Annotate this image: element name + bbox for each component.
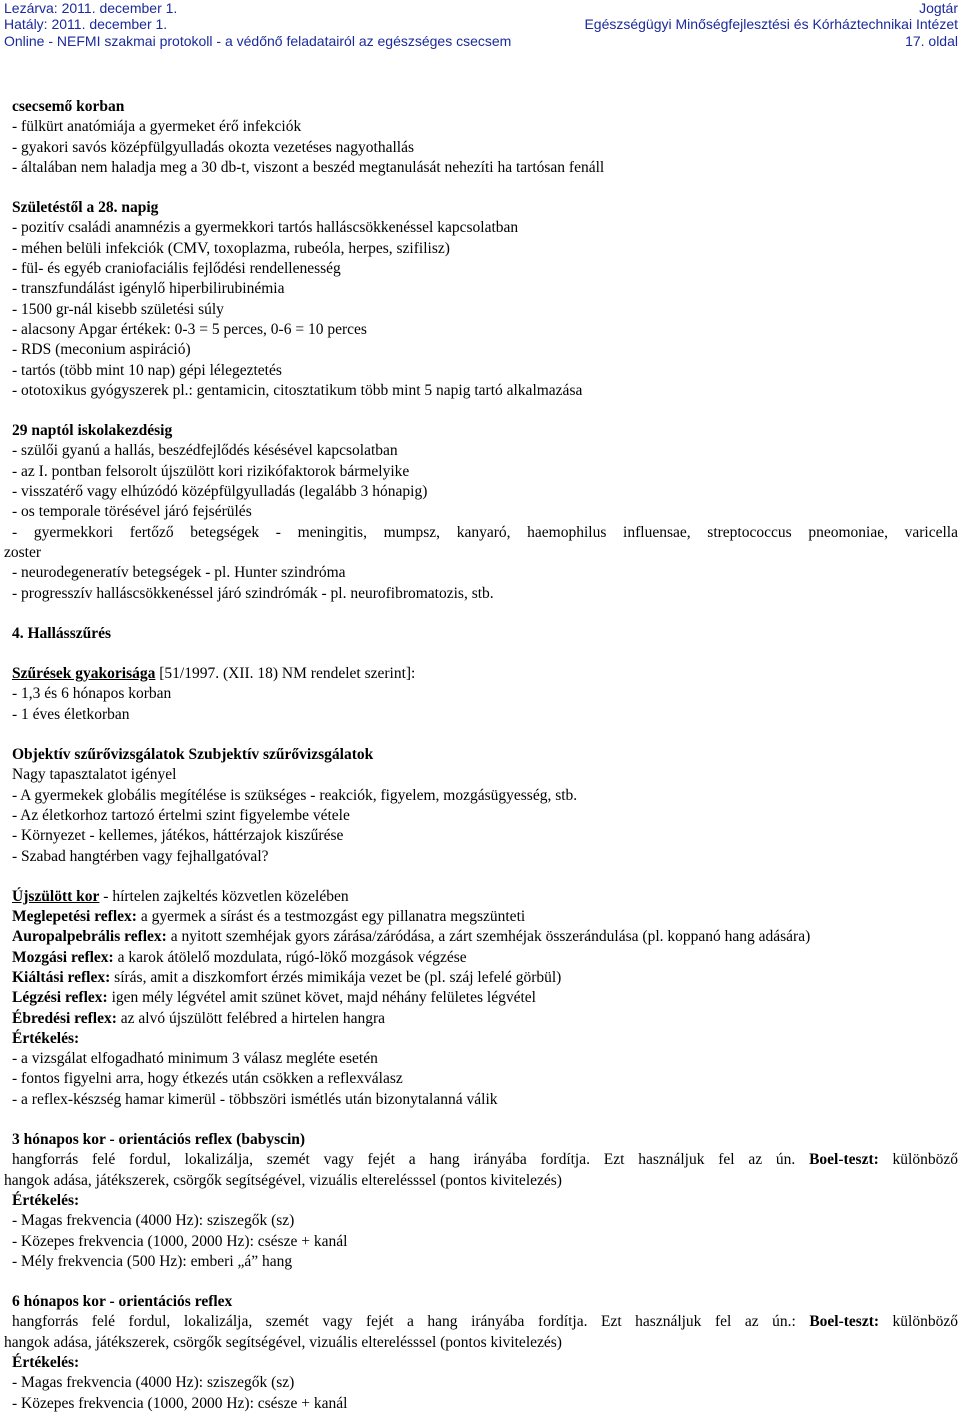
header-closed-date: Lezárva: 2011. december 1.	[4, 0, 178, 16]
evaluation-label: Értékelés:	[12, 1029, 80, 1047]
list-item: - fontos figyelni arra, hogy étkezés után csökken a reflexválasz	[12, 1070, 403, 1088]
list-item: - általában nem haladja meg a 30 db-t, viszont a beszéd megtanulását nehezíti ha tartósan fenáll	[12, 158, 605, 176]
section-heading: Születéstől a 28. napig	[12, 199, 159, 217]
list-item: - gyermekkori fertőző betegségek - meningitis, mumpsz, kanyaró, haemophilus influensae, streptococcus pneomoniae, varicella	[12, 523, 958, 541]
paragraph-text: hangforrás felé fordul, lokalizálja, szemét vagy fejét a hang irányába fordítja. Ezt használjuk fel az ún.	[12, 1151, 810, 1169]
list-item: - neurodegeneratív betegségek - pl. Hunter szindróma	[12, 564, 346, 582]
reflex-text: a nyitott szemhéjak gyors zárása/záródása, a zárt szemhéjak összerándulása (pl. koppanó hang adására)	[166, 928, 811, 946]
list-item: - szülői gyanú a hallás, beszédfejlődés késésével kapcsolatban	[12, 442, 398, 460]
list-item: - ototoxikus gyógyszerek pl.: gentamicin, citosztatikum több mint 5 napig tartó alkalmazása	[12, 381, 583, 399]
header-document-title: Online - NEFMI szakmai protokoll - a védőnő feladatairól az egészséges csecsem	[4, 33, 512, 49]
paragraph-line: hangok adása, játékszerek, csörgők segítségével, vizuális elterelésssel (pontos kivitelezés)	[4, 1333, 562, 1351]
list-item: - os temporale törésével járó fejsérülés	[12, 503, 252, 521]
screening-frequency-reference: [51/1997. (XII. 18) NM rendelet szerint]:	[155, 665, 416, 683]
screening-frequency	[12, 664, 958, 684]
section-heading: csecsemő korban	[12, 98, 125, 115]
list-item: - Környezet - kellemes, játékos, háttérzajok kiszűrése	[12, 827, 344, 845]
list-item: - a reflex-készség hamar kimerül - többszöri ismétlés után bizonytalanná válik	[12, 1090, 498, 1108]
reflex-item	[12, 988, 958, 1008]
list-item: - Magas frekvencia (4000 Hz): sziszegők (sz)	[12, 1212, 295, 1230]
list-item: - RDS (meconium aspiráció)	[12, 341, 191, 359]
header-effective-date: Hatály: 2011. december 1.	[4, 16, 168, 32]
reflex-label: Meglepetési reflex:	[12, 908, 137, 926]
list-item: - Szabad hangtérben vagy fejhallgatóval?	[12, 847, 269, 865]
paragraph-text: különböző	[879, 1313, 958, 1331]
list-item: - gyakori savós középfülgyulladás okozta vezetéses nagyothallás	[12, 138, 415, 156]
document-body	[4, 97, 958, 1414]
list-item: - transzfundálást igénylő hiperbilirubinémia	[12, 280, 285, 298]
reflex-label: Auropalpebrális reflex:	[12, 928, 167, 946]
list-item: - pozitív családi anamnézis a gyermekkori tartós halláscsökkenéssel kapcsolatban	[12, 219, 519, 237]
reflex-text: a gyermek a sírást és a testmozgást egy pillanatra megszünteti	[136, 908, 526, 926]
list-item: - Közepes frekvencia (1000, 2000 Hz): csésze + kanál	[12, 1394, 348, 1412]
header-publisher: Jogtár	[919, 0, 958, 16]
list-item: - Közepes frekvencia (1000, 2000 Hz): csésze + kanál	[12, 1232, 348, 1250]
paragraph-line	[12, 1312, 958, 1332]
reflex-text: sírás, amit a diszkomfort érzés mimikája vezet be (pl. száj lefelé görbül)	[110, 968, 562, 986]
section-heading: 3 hónapos kor - orientációs reflex (babyscin)	[12, 1131, 306, 1149]
header-page-number: 17. oldal	[905, 33, 958, 49]
list-item: - a vizsgálat elfogadható minimum 3 válasz megléte esetén	[12, 1050, 378, 1068]
reflex-item	[12, 948, 958, 968]
screening-frequency-label: Szűrések gyakorisága	[12, 665, 156, 683]
list-item-continuation: zoster	[4, 543, 42, 561]
header-institute: Egészségügyi Minőségfejlesztési és Kórháztechnikai Intézet	[584, 16, 958, 32]
list-item: - fülkürt anatómiája a gyermeket érő infekciók	[12, 118, 302, 136]
paragraph-text: különböző	[878, 1151, 958, 1169]
boel-test-label: Boel-teszt:	[809, 1313, 880, 1331]
paragraph-line: hangok adása, játékszerek, csörgők segítségével, vizuális elterelésssel (pontos kivitelezés)	[4, 1171, 562, 1189]
boel-test-label: Boel-teszt:	[809, 1151, 879, 1169]
newborn-label: Újszülött kor	[12, 887, 100, 905]
reflex-text: az alvó újszülött felébred a hirtelen hangra	[116, 1009, 386, 1027]
list-item: - Az életkorhoz tartozó értelmi szint figyelembe vétele	[12, 806, 350, 824]
reflex-label: Ébredési reflex:	[12, 1009, 117, 1027]
paragraph-line	[12, 1150, 958, 1170]
list-item: - méhen belüli infekciók (CMV, toxoplazma, rubeóla, herpes, szifilisz)	[12, 239, 450, 257]
reflex-label: Légzési reflex:	[12, 989, 108, 1007]
list-item: Nagy tapasztalatot igényel	[12, 766, 177, 784]
reflex-item	[12, 907, 958, 927]
list-item: - Mély frekvencia (500 Hz): emberi „á” hang	[12, 1252, 293, 1270]
reflex-label: Mozgási reflex:	[12, 948, 114, 966]
section-heading: 29 naptól iskolakezdésig	[12, 422, 173, 440]
reflex-label: Kiáltási reflex:	[12, 968, 111, 986]
section-heading: 6 hónapos kor - orientációs reflex	[12, 1293, 233, 1311]
list-item: - 1500 gr-nál kisebb születési súly	[12, 300, 224, 318]
evaluation-label: Értékelés:	[12, 1191, 80, 1209]
newborn-paragraph	[12, 887, 958, 907]
reflex-text: igen mély légvétel amit szünet követ, majd néhány felületes légvétel	[107, 989, 536, 1007]
newborn-text: - hírtelen zajkeltés közvetlen közelében	[99, 887, 349, 905]
list-item: - 1,3 és 6 hónapos korban	[12, 685, 172, 703]
reflex-item	[12, 1009, 958, 1029]
list-item: - 1 éves életkorban	[12, 705, 130, 723]
paragraph-text: hangforrás felé fordul, lokalizálja, szemét vagy fejét a hang irányába fordítja. Ezt használjuk fel az ún.:	[12, 1313, 810, 1331]
list-item: - visszatérő vagy elhúzódó középfülgyulladás (legalább 3 hónapig)	[12, 483, 428, 501]
list-item: - tartós (több mint 10 nap) gépi lélegeztetés	[12, 361, 282, 379]
reflex-item	[12, 927, 958, 947]
list-item: - progresszív halláscsökkenéssel járó szindrómák - pl. neurofibromatozis, stb.	[12, 584, 494, 602]
page-header	[0, 0, 960, 54]
list-item: - fül- és egyéb craniofaciális fejlődési rendellenesség	[12, 260, 341, 278]
evaluation-label: Értékelés:	[12, 1354, 80, 1372]
list-item: - Magas frekvencia (4000 Hz): sziszegők (sz)	[12, 1374, 295, 1392]
reflex-item	[12, 968, 958, 988]
list-item: - az I. pontban felsorolt újszülött kori rizikófaktorok bármelyike	[12, 462, 410, 480]
section-heading: Objektív szűrővizsgálatok Szubjektív szűrővizsgálatok	[12, 746, 374, 764]
list-item: - alacsony Apgar értékek: 0-3 = 5 perces, 0-6 = 10 perces	[12, 320, 367, 338]
list-item: - A gyermekek globális megítélése is szükséges - reakciók, figyelem, mozgásügyesség, stb.	[12, 786, 578, 804]
section-heading: 4. Hallásszűrés	[12, 624, 112, 642]
reflex-text: a karok átölelő mozdulata, rúgó-lökő mozgások végzése	[113, 948, 467, 966]
